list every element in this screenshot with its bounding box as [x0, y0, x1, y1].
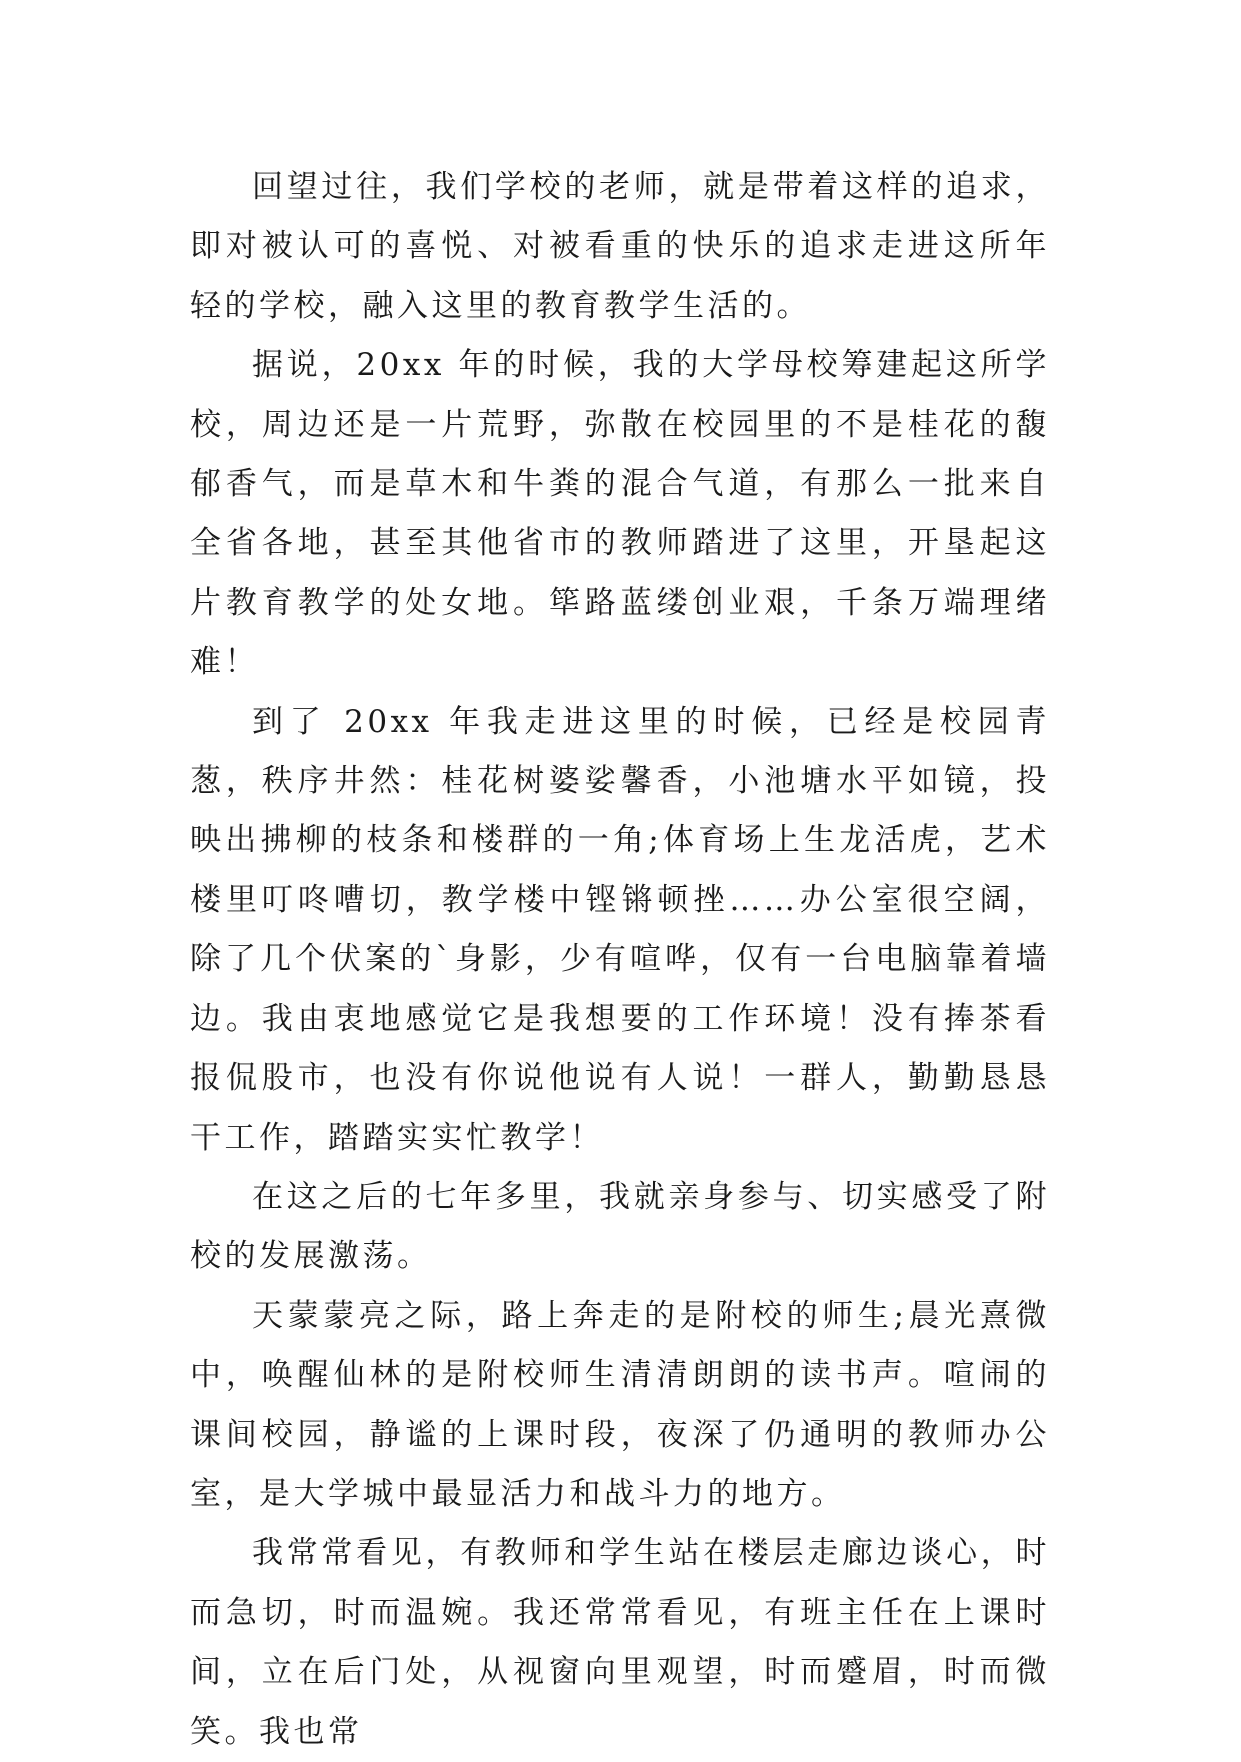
- paragraph-2: 据说，20xx 年的时候，我的大学母校筹建起这所学校，周边还是一片荒野，弥散在校园里的不是桂花的馥郁香气，而是草木和牛粪的混合气道，有那么一批来自全省各地，甚至其他省市的教师踏进了这里，开垦起这片教育教学的处女地。筚路蓝缕创业艰，千条万端理绪难！: [190, 347, 1050, 681]
- paragraph-4: 在这之后的七年多里，我就亲身参与、切实感受了附校的发展激荡。: [190, 1178, 1050, 1275]
- paragraph-6: 我常常看见，有教师和学生站在楼层走廊边谈心，时而急切，时而温婉。我还常常看见，有班主任在上课时间，立在后门处，从视窗向里观望，时而蹙眉，时而微笑。我也常: [190, 1535, 1050, 1750]
- paragraph-3: 到了 20xx 年我走进这里的时候，已经是校园青葱，秩序井然：桂花树婆娑馨香，小池塘水平如镜，投映出拂柳的枝条和楼群的一角;体育场上生龙活虎，艺术楼里叮咚嘈切，教学楼中铿锵顿挫……办公室很空阔，除了几个伏案的`身影，少有喧哗，仅有一台电脑靠着墙边。我由衷地感觉它是我想要的工作环境！没有捧茶看报侃股市，也没有你说他说有人说！一群人，勤勤恳恳干工作，踏踏实实忙教学！: [190, 703, 1050, 1156]
- paragraph-5: 天蒙蒙亮之际，路上奔走的是附校的师生;晨光熹微中，唤醒仙林的是附校师生清清朗朗的读书声。喧闹的课间校园，静谧的上课时段，夜深了仍通明的教师办公室，是大学城中最显活力和战斗力的地方。: [190, 1297, 1050, 1512]
- document-body: [190, 158, 1050, 1762]
- paragraph-1: 回望过往，我们学校的老师，就是带着这样的追求，即对被认可的喜悦、对被看重的快乐的追求走进这所年轻的学校，融入这里的教育教学生活的。: [190, 169, 1050, 324]
